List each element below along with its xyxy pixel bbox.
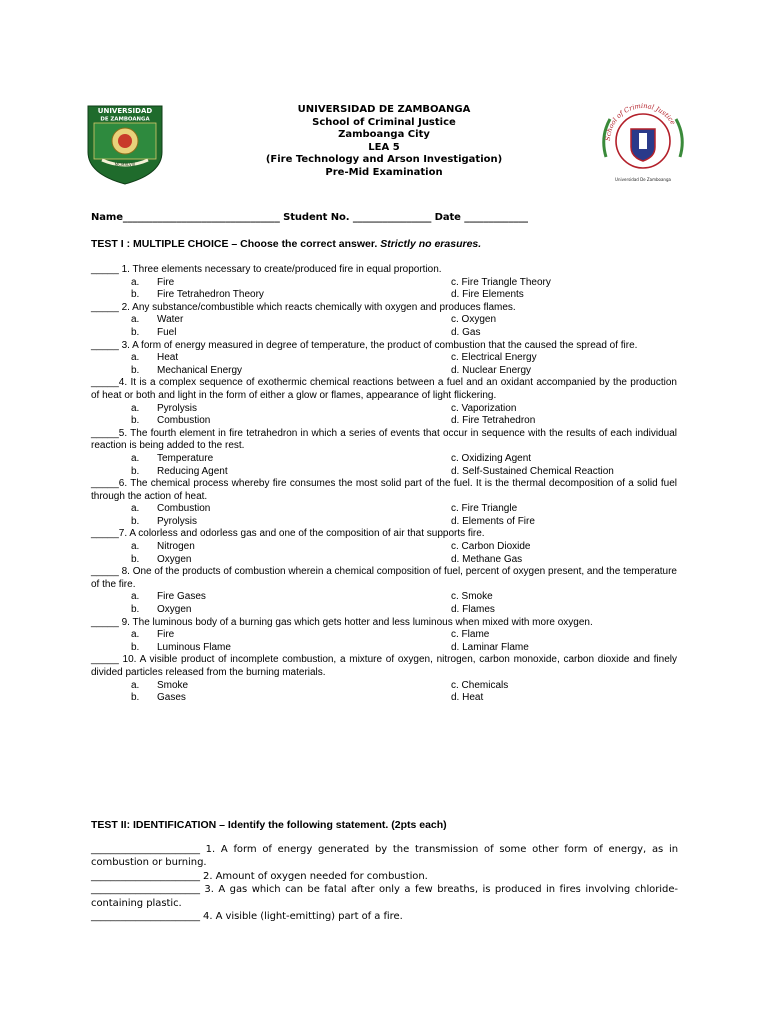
question-4: _____4. It is a complex sequence of exothermic chemical reactions between a fuel and an oxidant accompanied by the production of heat or both and light in the form of either a glow or flames, appearance of light flickering. [91, 377, 677, 401]
option-right: d. Elements of Fire [451, 515, 535, 527]
test2-title: TEST II: IDENTIFICATION – Identify the following statement. (2pts each) [91, 819, 447, 831]
svg-text:School of Criminal Justice: School of Criminal Justice [603, 101, 678, 142]
option-row [91, 466, 677, 479]
option-left: a. Heat [131, 352, 179, 364]
course-code: LEA 5 [368, 141, 400, 153]
multiple-choice-list [91, 264, 677, 705]
option-left: a. Nitrogen [131, 541, 195, 553]
school-name: School of Criminal Justice [312, 116, 456, 128]
option-right: c. Smoke [451, 591, 493, 603]
option-row [91, 503, 677, 516]
option-left: b. Luminous Flame [131, 641, 231, 653]
exam-title: Pre-Mid Examination [325, 166, 443, 178]
option-row [91, 277, 677, 290]
option-left: a. Pyrolysis [131, 402, 198, 414]
test1-note: Strictly no erasures. [380, 238, 482, 250]
subject-title: (Fire Technology and Arson Investigation) [265, 154, 503, 166]
option-left: b. Mechanical Energy [131, 364, 243, 376]
question-10: _____ 10. A visible product of incomplete combustion, a mixture of oxygen, nitrogen, carbon monoxide, carbon dioxide and finely divided particles released from the burning materials. [91, 654, 677, 678]
option-row [91, 314, 677, 327]
identification-item-1: ______________________ 1. A form of energy generated by the transmission of some other form of energy, as in combustion or burning. [91, 844, 678, 869]
option-left: a. Water [131, 314, 184, 326]
option-row [91, 642, 677, 655]
city-name: Zamboanga City [338, 129, 430, 141]
identification-item-4: ______________________ 4. A visible (light-emitting) part of a fire. [91, 911, 403, 923]
university-name: UNIVERSIDAD DE ZAMBOANGA [297, 104, 471, 115]
option-left: a. Smoke [131, 679, 189, 691]
option-right: d. Nuclear Energy [451, 364, 532, 376]
exam-header [0, 101, 768, 180]
option-row [91, 352, 677, 365]
option-right: d. Methane Gas [451, 553, 523, 565]
test1-title [91, 238, 481, 250]
option-right: c. Flame [451, 629, 490, 641]
svg-text:MCMXLVIII: MCMXLVIII [114, 162, 136, 167]
question-9: _____ 9. The luminous body of a burning gas which gets hotter and less luminous when mixed with more oxygen. [91, 616, 593, 628]
question-6: _____6. The chemical process whereby fire consumes the most solid part of the fuel. It is the thermal decomposition of a solid fuel through the action of heat. [91, 478, 677, 502]
option-right: c. Carbon Dioxide [451, 541, 531, 553]
question-7: _____7. A colorless and odorless gas and one of the composition of air that supports fire. [91, 528, 485, 540]
test1-title-text: TEST I : MULTIPLE CHOICE – Choose the correct answer. [91, 238, 381, 250]
option-left: a. Fire [131, 276, 175, 288]
option-row [91, 453, 677, 466]
svg-text:DE ZAMBOANGA: DE ZAMBOANGA [100, 116, 150, 123]
option-left: b. Pyrolysis [131, 515, 198, 527]
option-left: a. Combustion [131, 503, 211, 515]
identification-item-3: ______________________ 3. A gas which can be fatal after only a few breaths, is produced in fires involving chloride-containing plastic. [91, 884, 678, 909]
option-row [91, 365, 677, 378]
option-row [91, 680, 677, 693]
option-row [91, 541, 677, 554]
option-row [91, 415, 677, 428]
option-right: d. Self-Sustained Chemical Reaction [451, 465, 614, 477]
option-right: c. Oxidizing Agent [451, 452, 532, 464]
question-5: _____5. The fourth element in fire tetrahedron in which a series of events that occur in sequence with the results of each individual reaction is being added to the rest. [91, 427, 677, 452]
option-left: b. Oxygen [131, 553, 192, 565]
option-right: c. Electrical Energy [451, 352, 537, 364]
option-right: d. Heat [451, 692, 484, 704]
option-left: b. Gases [131, 692, 186, 704]
question-8: _____ 8. One of the products of combustion wherein a chemical composition of fuel, percent of oxygen present, and the temperature of the fire. [91, 566, 677, 590]
option-row [91, 629, 677, 642]
option-right: d. Laminar Flame [451, 641, 529, 653]
question-1: _____ 1. Three elements necessary to create/produced fire in equal proportion. [91, 264, 442, 275]
option-left: b. Fuel [131, 326, 177, 338]
option-right: d. Flames [451, 604, 495, 616]
option-row [91, 516, 677, 529]
option-row [91, 554, 677, 567]
option-row [91, 692, 677, 705]
option-left: b. Reducing Agent [131, 465, 228, 477]
svg-text:UNIVERSIDAD: UNIVERSIDAD [97, 107, 153, 115]
option-row [91, 591, 677, 604]
option-right: d. Fire Elements [451, 289, 524, 301]
option-left: b. Fire Tetrahedron Theory [131, 289, 264, 301]
option-row [91, 289, 677, 302]
option-left: b. Oxygen [131, 604, 192, 616]
option-right: d. Fire Tetrahedron [451, 415, 536, 427]
option-row [91, 327, 677, 340]
question-3: _____ 3. A form of energy measured in degree of temperature, the product of combustion that the caused the spread of fire. [91, 339, 638, 351]
option-right: c. Oxygen [451, 314, 497, 326]
identification-item-2: ______________________ 2. Amount of oxygen needed for combustion. [91, 870, 428, 882]
option-right: c. Fire Triangle Theory [451, 276, 551, 288]
option-right: c. Chemicals [451, 679, 509, 691]
name-student-date-line: Name________________________________ Student No. ________________ Date _____________ [91, 212, 528, 223]
option-row [91, 403, 677, 416]
option-right: c. Fire Triangle [451, 503, 518, 515]
option-right: d. Gas [451, 326, 481, 338]
svg-text:Universidad De Zamboanga: Universidad De Zamboanga [615, 177, 671, 182]
option-left: a. Fire Gases [131, 591, 206, 603]
identification-list [91, 843, 678, 923]
option-left: a. Fire [131, 629, 175, 641]
question-2: _____ 2. Any substance/combustible which reacts chemically with oxygen and produces flames. [91, 301, 516, 313]
option-left: a. Temperature [131, 452, 214, 464]
option-right: c. Vaporization [451, 402, 517, 414]
option-left: b. Combustion [131, 415, 211, 427]
option-row [91, 604, 677, 617]
